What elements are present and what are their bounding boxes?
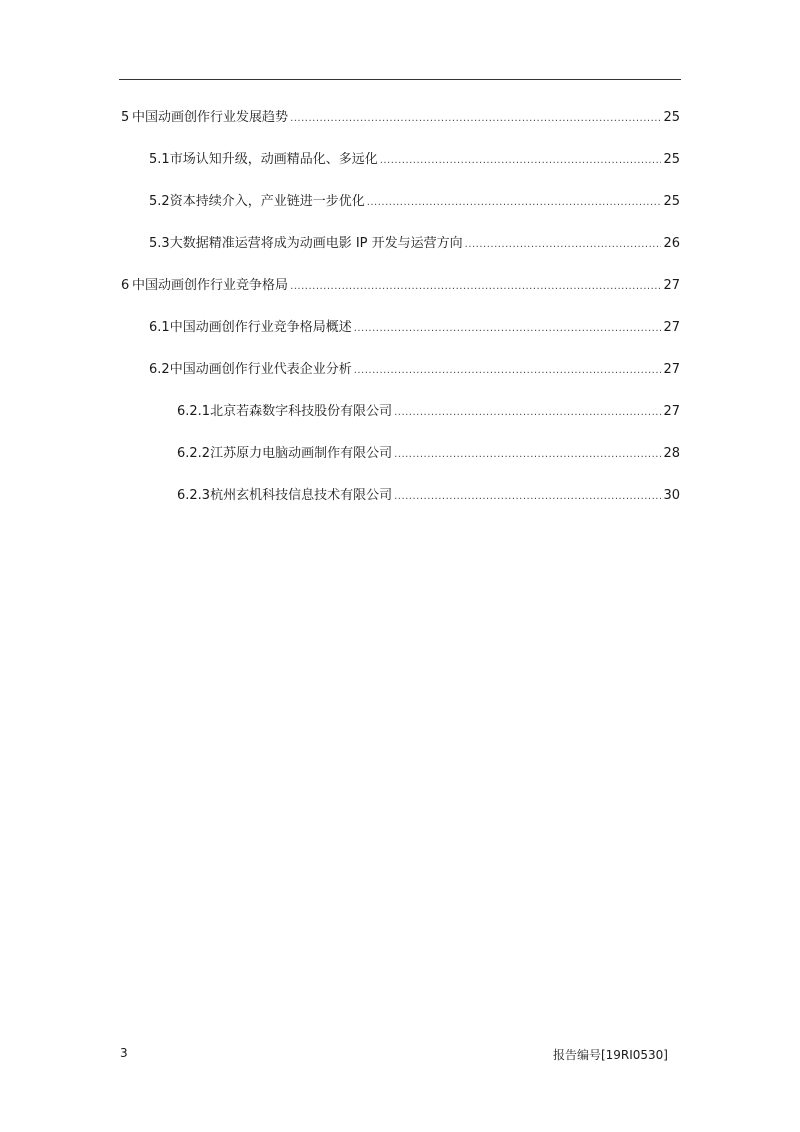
toc-dot-leader	[354, 361, 662, 381]
toc-entry-title: 大数据精准运营将成为动画电影 IP 开发与运营方向	[169, 236, 463, 251]
toc-entry-page: 28	[663, 446, 680, 461]
toc-entry-5-1[interactable]	[149, 150, 680, 170]
toc-entry-title: 中国动画创作行业竞争格局概述	[169, 320, 352, 335]
header-rule	[119, 79, 681, 80]
toc-entry-title: 中国动画创作行业发展趋势	[132, 110, 289, 125]
toc-dot-leader	[380, 151, 662, 171]
toc-entry-number: 5.2	[149, 194, 170, 209]
toc-entry-title: 中国动画创作行业竞争格局	[132, 278, 289, 293]
toc-entry-number: 6.2	[149, 362, 170, 377]
toc-entry-title: 江苏原力电脑动画制作有限公司	[210, 446, 393, 461]
toc-entry-page: 27	[663, 404, 680, 419]
toc-dot-leader	[465, 235, 662, 255]
toc-entry-page: 25	[663, 152, 680, 167]
toc-entry-6-2-3[interactable]	[177, 486, 680, 506]
toc-entry-number: 6.2.3	[177, 488, 211, 503]
toc-entry-number: 5.3	[149, 236, 170, 251]
toc-entry-6[interactable]	[121, 276, 680, 296]
toc-entry-page: 27	[663, 362, 680, 377]
toc-dot-leader	[354, 319, 662, 339]
toc-entry-number: 5.1	[149, 152, 170, 167]
toc-entry-page: 30	[663, 488, 680, 503]
toc-entry-6-1[interactable]	[149, 318, 680, 338]
toc-entry-5-3[interactable]	[149, 234, 680, 254]
toc-entry-number: 6	[121, 278, 130, 293]
toc-entry-title: 杭州玄机科技信息技术有限公司	[210, 488, 393, 503]
toc-entry-title: 中国动画创作行业代表企业分析	[169, 362, 352, 377]
toc-dot-leader	[367, 193, 662, 213]
toc-entry-page: 27	[663, 320, 680, 335]
toc-dot-leader	[290, 277, 661, 297]
toc-entry-6-2-1[interactable]	[177, 402, 680, 422]
toc-dot-leader	[394, 403, 661, 423]
footer-page-number: 3	[120, 1046, 128, 1060]
toc-dot-leader	[290, 109, 661, 129]
toc-entry-page: 25	[663, 194, 680, 209]
toc-entry-page: 27	[663, 278, 680, 293]
toc-entry-5[interactable]	[121, 108, 680, 128]
toc-entry-title: 资本持续介入，产业链进一步优化	[169, 194, 365, 209]
toc-entry-title: 北京若森数字科技股份有限公司	[210, 404, 393, 419]
toc-entry-title: 市场认知升级，动画精品化、多远化	[169, 152, 378, 167]
toc-entry-number: 6.1	[149, 320, 170, 335]
toc-entry-5-2[interactable]	[149, 192, 680, 212]
toc-entry-number: 5	[121, 110, 130, 125]
footer-report-number: 报告编号[19RI0530]	[552, 1048, 668, 1062]
toc-entry-6-2-2[interactable]	[177, 444, 680, 464]
toc-entry-6-2[interactable]	[149, 360, 680, 380]
toc-dot-leader	[394, 445, 661, 465]
toc-entry-number: 6.2.2	[177, 446, 211, 461]
toc-entry-page: 26	[663, 236, 680, 251]
toc-entry-number: 6.2.1	[177, 404, 211, 419]
toc-dot-leader	[394, 487, 661, 507]
toc-entry-page: 25	[663, 110, 680, 125]
